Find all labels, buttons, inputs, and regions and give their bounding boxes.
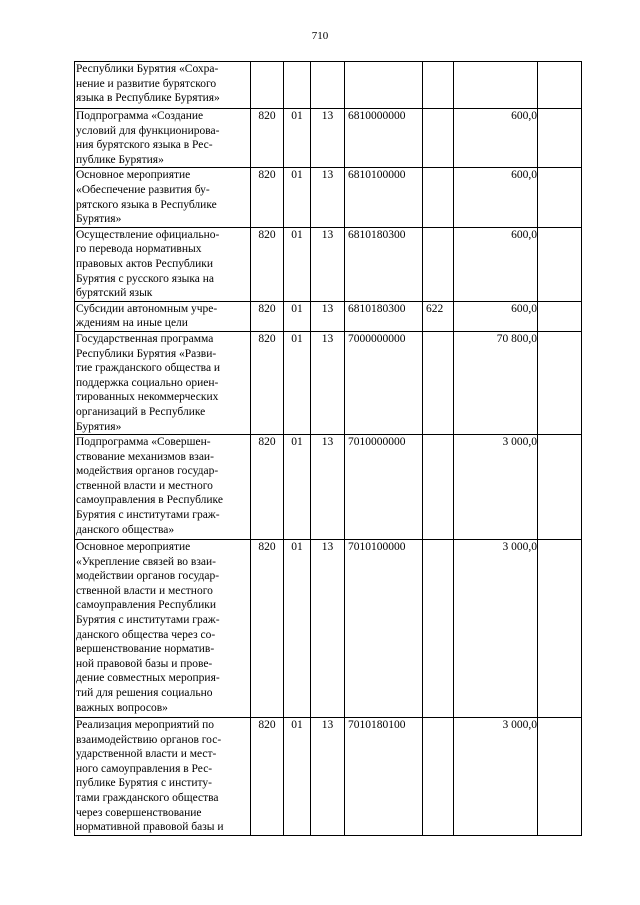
- cell-name: Подпрограмма «Создание условий для функционирова- ния бурятского языка в Рес- публике Бурятия»: [75, 109, 251, 168]
- cell-expense-type: 622: [423, 301, 454, 331]
- cell-expense-type: [423, 227, 454, 301]
- cell-target-article: 6810180300: [345, 227, 423, 301]
- cell-ministry-code: 820: [251, 168, 284, 227]
- table-row: [75, 62, 582, 109]
- cell-section-code: 01: [284, 435, 311, 540]
- cell-name: Субсидии автономным учре- ждениям на иные цели: [75, 301, 251, 331]
- budget-table: [74, 61, 582, 836]
- cell-empty: [538, 540, 582, 718]
- cell-expense-type: [423, 540, 454, 718]
- table-row: [75, 168, 582, 227]
- table-row: [75, 718, 582, 836]
- cell-ministry-code: 820: [251, 540, 284, 718]
- cell-ministry-code: 820: [251, 435, 284, 540]
- cell-target-article: 6810000000: [345, 109, 423, 168]
- cell-section-code: 01: [284, 227, 311, 301]
- cell-empty: [538, 435, 582, 540]
- cell-amount: 600,0: [454, 227, 538, 301]
- cell-empty: [538, 301, 582, 331]
- table-row: [75, 109, 582, 168]
- cell-subsection-code: 13: [311, 540, 345, 718]
- table-row: [75, 227, 582, 301]
- cell-amount: 3 000,0: [454, 718, 538, 836]
- cell-section-code: 01: [284, 168, 311, 227]
- cell-expense-type: [423, 718, 454, 836]
- page-number: 710: [311, 30, 329, 42]
- cell-ministry-code: 820: [251, 301, 284, 331]
- cell-subsection-code: 13: [311, 435, 345, 540]
- cell-name: Основное мероприятие «Укрепление связей во взаи- модействии органов государ- ственной власти и местного самоуправления Республики Бурятия с институтами граж- данского общества через со- вершенствование норматив- ной правовой базы и прове- дение совместных мероприя- тий для решения социально важных вопросов»: [75, 540, 251, 718]
- cell-name: Подпрограмма «Совершен- ствование механизмов взаи- модействия органов государ- ственной власти и местного самоуправления в Республике Бурятия с институтами граж- данского общества»: [75, 435, 251, 540]
- table-row: [75, 435, 582, 540]
- cell-subsection-code: 13: [311, 331, 345, 434]
- cell-target-article: 7000000000: [345, 331, 423, 434]
- cell-empty: [538, 718, 582, 836]
- cell-expense-type: [423, 331, 454, 434]
- cell-section-code: 01: [284, 331, 311, 434]
- cell-target-article: 7010180100: [345, 718, 423, 836]
- cell-target-article: 7010000000: [345, 435, 423, 540]
- cell-name: Осуществление официально- го перевода нормативных правовых актов Республики Бурятия с русского языка на бурятский язык: [75, 227, 251, 301]
- cell-ministry-code: [251, 62, 284, 109]
- cell-name: Республики Бурятия «Сохра- нение и развитие бурятского языка в Республике Бурятия»: [75, 62, 251, 109]
- cell-section-code: 01: [284, 301, 311, 331]
- cell-expense-type: [423, 435, 454, 540]
- cell-empty: [538, 168, 582, 227]
- cell-empty: [538, 331, 582, 434]
- cell-ministry-code: 820: [251, 109, 284, 168]
- cell-amount: 70 800,0: [454, 331, 538, 434]
- cell-section-code: 01: [284, 718, 311, 836]
- cell-target-article: 7010100000: [345, 540, 423, 718]
- cell-amount: 600,0: [454, 301, 538, 331]
- cell-section-code: [284, 62, 311, 109]
- cell-name: Основное мероприятие «Обеспечение развития бу- рятского языка в Республике Бурятия»: [75, 168, 251, 227]
- cell-ministry-code: 820: [251, 227, 284, 301]
- table-row: [75, 540, 582, 718]
- cell-expense-type: [423, 168, 454, 227]
- cell-empty: [538, 109, 582, 168]
- cell-empty: [538, 227, 582, 301]
- cell-target-article: 6810180300: [345, 301, 423, 331]
- cell-name: Реализация мероприятий по взаимодействию органов гос- ударственной власти и мест- ного самоуправления в Рес- публике Бурятия с институ- тами гражданского общества через совершенствование нормативной правовой базы и: [75, 718, 251, 836]
- cell-amount: [454, 62, 538, 109]
- cell-amount: 3 000,0: [454, 435, 538, 540]
- cell-subsection-code: 13: [311, 168, 345, 227]
- cell-ministry-code: 820: [251, 331, 284, 434]
- cell-amount: 600,0: [454, 168, 538, 227]
- cell-subsection-code: 13: [311, 301, 345, 331]
- table-row: [75, 301, 582, 331]
- cell-section-code: 01: [284, 109, 311, 168]
- cell-amount: 600,0: [454, 109, 538, 168]
- cell-target-article: 6810100000: [345, 168, 423, 227]
- table-row: [75, 331, 582, 434]
- cell-expense-type: [423, 109, 454, 168]
- cell-subsection-code: 13: [311, 718, 345, 836]
- cell-expense-type: [423, 62, 454, 109]
- cell-subsection-code: 13: [311, 227, 345, 301]
- cell-amount: 3 000,0: [454, 540, 538, 718]
- cell-section-code: 01: [284, 540, 311, 718]
- cell-empty: [538, 62, 582, 109]
- cell-ministry-code: 820: [251, 718, 284, 836]
- cell-subsection-code: 13: [311, 109, 345, 168]
- cell-name: Государственная программа Республики Бурятия «Разви- тие гражданского общества и поддержка социально ориен- тированных некоммерческих организаций в Республике Бурятия»: [75, 331, 251, 434]
- budget-table-body: [75, 62, 582, 836]
- cell-subsection-code: [311, 62, 345, 109]
- cell-target-article: [345, 62, 423, 109]
